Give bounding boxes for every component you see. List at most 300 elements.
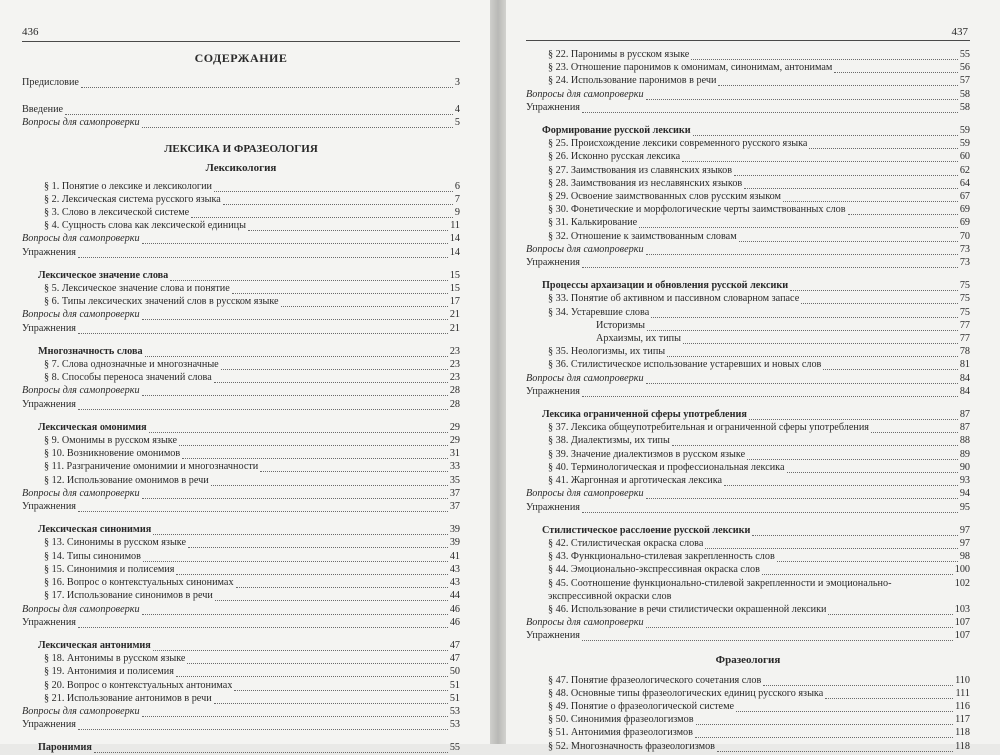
entry-page-number: 70 [959,230,970,242]
entry-title: § 16. Вопрос о контекстуальных синонимах [44,577,234,589]
toc-entry [526,216,970,229]
entry-title: § 12. Использование омонимов в речи [44,474,209,486]
entry-page-number: 118 [955,727,970,739]
toc-entry [526,101,970,114]
entry-page-number: 58 [959,101,970,113]
entry-page-number: 55 [959,49,970,60]
entry-title: § 6. Типы лексических значений слов в русском языке [44,296,279,308]
entry-title: § 4. Сущность слова как лексической единицы [44,220,246,232]
entry-title: § 47. Понятие фразеологического сочетания слов [548,674,762,686]
entry-page-number: 102 [954,577,970,589]
toc-entry [526,700,970,713]
entry-title: Предисловие [22,77,79,88]
entry-page-number: 51 [449,679,460,691]
entry-title: Упражнения [526,385,580,397]
entry-title: § 18. Антонимы в русском языке [44,653,186,665]
leader-dots [78,504,448,512]
entry-title: Вопросы для самопроверки [22,603,140,615]
entry-page-number: 77 [959,333,970,345]
toc-entry [22,384,460,397]
toc-entry [526,421,970,434]
leader-dots [281,299,448,307]
leader-dots [809,141,957,149]
last-heading [22,741,460,754]
leader-dots [170,273,448,281]
entry-page-number: 14 [449,233,460,245]
leader-dots [223,197,453,205]
leader-dots [187,656,447,664]
leader-dots [211,478,448,486]
entry-title: § 2. Лексическая система русского языка [44,193,221,205]
entry-title: Вопросы для самопроверки [526,372,644,384]
entry-title: § 43. Функционально-стилевая закрепленность слов [548,551,775,563]
entry-title: § 42. Стилистическая окраска слова [548,537,704,549]
toc-entry [22,705,460,718]
entry-title: § 49. Понятие о фразеологической системе [548,700,735,712]
entry-title: § 36. Стилистическое использование устаревших и новых слов [548,359,822,371]
toc-entry [526,345,970,358]
entry-title: § 24. Использование паронимов в речи [548,75,717,87]
toc-entry [526,230,970,243]
entry-title: § 9. Омонимы в русском языке [44,435,178,447]
entry-page-number: 21 [449,322,460,334]
left-sections [22,259,460,732]
entry-page-number: 56 [959,62,970,74]
leader-dots [747,452,958,460]
toc-entry [22,550,460,563]
entry-page-number: 6 [454,180,460,192]
right-toc [506,48,1000,753]
leader-dots [717,744,953,752]
entry-page-number: 37 [449,487,460,499]
section-heading-page: 97 [959,524,970,536]
entry-page-number: 107 [954,630,970,642]
toc-entry [22,232,460,245]
entry-page-number: 17 [449,296,460,308]
entry-page-number: 75 [959,293,970,305]
leader-dots [736,704,953,712]
leader-dots [667,349,958,357]
leader-dots [783,194,958,202]
lexicology-entries [22,180,460,259]
entry-title: § 41. Жаргонная и арготическая лексика [548,475,723,487]
leader-dots [215,593,448,601]
leader-dots [739,234,958,242]
leader-dots [78,722,448,730]
entry-title: § 52. Многозначность фразеологизмов [548,740,715,752]
entry-page-number: 78 [959,346,970,358]
leader-dots [749,412,958,420]
entry-page-number: 60 [959,151,970,163]
entry-page-number: 103 [954,603,970,615]
section-heading-page: 23 [449,345,460,357]
toc-entry [526,137,970,150]
leader-dots [582,260,958,268]
entry-title: § 38. Диалектизмы, их типы [548,435,670,447]
toc-entry [22,692,460,705]
toc-entry [22,103,460,116]
toc-entry [22,487,460,500]
leader-dots [682,154,958,162]
entry-title: § 29. Освоение заимствованных слов русским языком [548,191,781,203]
leader-dots [236,580,448,588]
leader-dots [142,388,448,396]
entry-title: Вопросы для самопроверки [22,487,140,499]
leader-dots [142,491,448,499]
leader-dots [672,438,958,446]
leader-dots [801,296,958,304]
entry-page-number: 87 [959,422,970,434]
entry-title: § 17. Использование синонимов в речи [44,590,213,602]
entry-title: § 50. Синонимия фразеологизмов [548,714,694,726]
entry-page-number: 43 [449,577,460,589]
entry-page-number: 84 [959,385,970,397]
entry-title: § 44. Эмоционально-экспрессивная окраска слов [548,564,760,576]
entry-title: Упражнения [22,719,76,731]
leader-dots [153,527,448,535]
toc-entry [22,193,460,206]
leader-dots [647,323,958,331]
entry-title: § 13. Синонимы в русском языке [44,537,187,549]
leader-dots [81,80,453,88]
toc-entry [526,501,970,514]
leader-dots [143,554,448,562]
entry-page-number: 14 [449,246,460,258]
paronymy-entries [526,48,970,114]
toc-entry [526,243,970,256]
entry-title: § 30. Фонетические и морфологические черты заимствованных слов [548,204,846,216]
entry-title: Введение [22,104,64,116]
section-heading-title: Лексика ограниченной сферы употребления [542,409,747,421]
entry-page-number: 39 [449,537,460,549]
entry-title: § 51. Антонимия фразеологизмов [548,727,693,739]
toc-entry [22,589,460,602]
toc-entry [22,295,460,308]
leader-dots [94,745,448,753]
entry-page-number: 35 [449,474,460,486]
leader-dots [142,709,448,717]
toc-entry [22,474,460,487]
entry-page-number: 33 [449,461,460,473]
leader-dots [762,567,953,575]
toc-entry [22,665,460,678]
toc-entry [22,500,460,513]
phraseology-entries [526,674,970,753]
entry-page-number: 117 [955,714,970,726]
toc-entry [526,48,970,61]
entry-title: Упражнения [22,322,76,334]
entry-page-number: 73 [959,257,970,269]
header-rule [526,40,970,41]
entry-page-number: 118 [955,740,970,752]
leader-dots [646,376,958,384]
entry-page-number: 88 [959,435,970,447]
leader-dots [234,683,447,691]
right-sections [526,114,970,643]
toc-entry [526,740,970,753]
toc-entry [526,88,970,101]
entry-title: § 40. Терминологическая и профессиональная лексика [548,461,785,473]
entry-title: § 19. Антонимия и полисемия [44,666,174,678]
leader-dots [693,128,958,136]
entry-page-number: 44 [449,590,460,602]
entry-page-number: 110 [955,674,970,686]
header-rule [22,41,460,42]
entry-title: § 39. Значение диалектизмов в русском языке [548,448,746,460]
section-heading-title: Стилистическое расслоение русской лексики [542,524,751,536]
entry-page-number: 28 [449,385,460,397]
leader-dots [142,236,448,244]
leader-dots [777,554,958,562]
leader-dots [646,92,958,100]
toc-entry [526,292,970,305]
entry-title: § 25. Происхождение лексики современного русского языка [548,138,808,150]
section-heading-title: Лексическая антонимия [38,639,151,651]
entry-page-number: 81 [959,359,970,371]
entry-title: § 28. Заимствования из неславянских языков [548,177,743,189]
leader-dots [221,362,448,370]
section-heading [526,124,970,137]
toc-entry [526,726,970,739]
entry-title: Вопросы для самопроверки [526,617,644,629]
leader-dots [78,326,448,334]
entry-page-number: 41 [449,550,460,562]
leader-dots [176,669,448,677]
entry-title: § 26. Исконно русская лексика [548,151,681,163]
leader-dots [142,312,448,320]
toc-entry [526,358,970,371]
leader-dots [179,438,448,446]
leader-dots [683,336,958,344]
toc-entry [526,474,970,487]
leader-dots [848,207,958,215]
toc-entry [22,206,460,219]
leader-dots [646,491,958,499]
entry-page-number: 11 [450,220,460,232]
toc-entry [22,603,460,616]
entry-title: § 10. Возникновение омонимов [44,448,181,460]
entry-page-number: 46 [449,603,460,615]
toc-entry [526,372,970,385]
entry-title: § 48. Основные типы фразеологических единиц русского языка [548,687,824,699]
leader-dots [191,210,453,218]
section-heading-title: Лексическая синонимия [38,524,152,536]
entry-page-number: 89 [959,448,970,460]
toc-entry [22,219,460,232]
leader-dots [78,402,448,410]
entry-title: § 45. Соотношение функционально-стилевой закрепленности и эмоционально-экспрессивной окраски слов [548,577,892,602]
section-heading [22,421,460,434]
leader-dots [763,678,953,686]
toc-entry [22,652,460,665]
section-heading [526,279,970,292]
leader-dots [828,607,952,615]
leader-dots [871,425,958,433]
entry-page-number: 3 [454,77,460,88]
entry-page-number: 46 [449,616,460,628]
entry-page-number: 111 [955,687,970,699]
leader-dots [646,247,958,255]
toc-entry [526,537,970,550]
left-toc [0,50,492,755]
entry-page-number: 21 [449,309,460,321]
section-heading [22,523,460,536]
toc-entry [526,674,970,687]
entry-page-number: 95 [959,501,970,513]
leader-dots [145,349,448,357]
entry-title: § 3. Слово в лексической системе [44,207,190,219]
leader-dots [214,696,448,704]
entry-page-number: 116 [955,700,970,712]
entry-title: § 22. Паронимы в русском языке [548,49,690,60]
section-heading-page: 55 [449,742,460,754]
toc-entry [22,322,460,335]
entry-title: § 11. Разграничение омонимии и многозначности [44,461,259,473]
entry-title: Упражнения [22,246,76,258]
entry-title: § 21. Использование антонимов в речи [44,692,212,704]
subpart-title: Лексикология [205,161,277,174]
entry-page-number: 77 [959,319,970,331]
section-heading-page: 75 [959,280,970,292]
section-heading-page: 87 [959,409,970,421]
toc-entry [526,150,970,163]
leader-dots [260,464,448,472]
toc-entry [22,563,460,576]
section-heading [22,639,460,652]
toc-entry [526,487,970,500]
toc-entry [22,616,460,629]
entry-page-number: 90 [959,461,970,473]
leader-dots [78,250,448,258]
section-heading-title: Лексическая омонимия [38,421,147,433]
toc-entry [526,332,970,345]
leader-dots [718,78,957,86]
left-page [0,0,492,754]
entry-title: Вопросы для самопроверки [22,117,140,129]
toc-entry [526,448,970,461]
entry-page-number: 69 [959,204,970,216]
toc-entry [526,629,970,642]
entry-page-number: 59 [959,138,970,150]
entry-page-number: 73 [959,243,970,255]
entry-page-number: 9 [454,207,460,219]
leader-dots [149,425,448,433]
entry-title: Упражнения [526,101,580,113]
leader-dots [724,478,958,486]
toc-entry [526,256,970,269]
entry-title: Вопросы для самопроверки [526,488,644,500]
leader-dots [232,286,448,294]
entry-title: Вопросы для самопроверки [22,385,140,397]
entry-page-number: 43 [449,563,460,575]
leader-dots [214,375,448,383]
section-heading [22,741,460,754]
entry-page-number: 93 [959,475,970,487]
leader-dots [188,540,448,548]
section-heading [22,345,460,358]
section-heading [22,269,460,282]
entry-title: § 1. Понятие о лексике и лексикологии [44,180,212,192]
leader-dots [734,168,958,176]
entry-title: § 34. Устаревшие слова [548,306,650,318]
entry-title: Вопросы для самопроверки [22,309,140,321]
section-heading-page: 47 [449,639,460,651]
entry-title: § 14. Типы синонимов [44,550,141,562]
leader-dots [182,451,448,459]
toc-entry [22,536,460,549]
toc-entry [526,177,970,190]
contents-title: СОДЕРЖАНИЕ [194,51,288,65]
entry-page-number: 15 [449,283,460,295]
entry-title: § 27. Заимствования из славянских языков [548,164,733,176]
entry-page-number: 51 [449,692,460,704]
entry-title: Вопросы для самопроверки [22,233,140,245]
entry-title: Вопросы для самопроверки [22,705,140,717]
leader-dots [651,310,958,318]
entry-title: § 7. Слова однозначные и многозначные [44,359,219,371]
leader-dots [142,607,448,615]
leader-dots [695,730,953,738]
section-heading-page: 59 [959,125,970,137]
leader-dots [834,65,957,73]
entry-page-number: 7 [454,193,460,205]
entry-title: Упражнения [22,398,76,410]
entry-page-number: 57 [959,75,970,87]
leader-dots [696,717,954,725]
toc-entry [526,385,970,398]
toc-entry [526,577,970,603]
toc-entry [22,358,460,371]
toc-entry [22,460,460,473]
toc-entry [22,679,460,692]
entry-title: § 5. Лексическое значение слова и понятие [44,283,230,295]
entry-page-number: 58 [959,88,970,100]
section-heading [526,408,970,421]
leader-dots [65,107,453,115]
leader-dots [142,120,453,128]
entry-page-number: 53 [449,719,460,731]
part-title: ЛЕКСИКА И ФРАЗЕОЛОГИЯ [164,142,318,155]
toc-entry [526,61,970,74]
entry-page-number: 69 [959,217,970,229]
entry-title: § 37. Лексика общеупотребительная и ограниченной сферы употребления [548,422,869,434]
entry-page-number: 28 [449,398,460,410]
leader-dots [176,567,447,575]
leader-dots [790,283,958,291]
entry-page-number: 62 [959,164,970,176]
toc-entry [526,687,970,700]
toc-entry [22,576,460,589]
right-page [506,0,1000,752]
intro-entries [22,76,460,130]
entry-title: § 20. Вопрос о контекстуальных антонимах [44,679,233,691]
toc-entry [526,306,970,319]
leader-dots [214,184,453,192]
toc-entry [22,76,460,89]
leader-dots [823,362,957,370]
entry-title: Упражнения [22,501,76,513]
toc-entry [526,319,970,332]
section-heading-page: 29 [449,421,460,433]
phraseology-title: Фразеология [715,653,781,666]
toc-entry [526,563,970,576]
entry-page-number: 23 [449,372,460,384]
toc-entry [526,164,970,177]
entry-page-number: 37 [449,501,460,513]
entry-title: Упражнения [22,616,76,628]
leader-dots [825,691,953,699]
toc-entry [22,308,460,321]
